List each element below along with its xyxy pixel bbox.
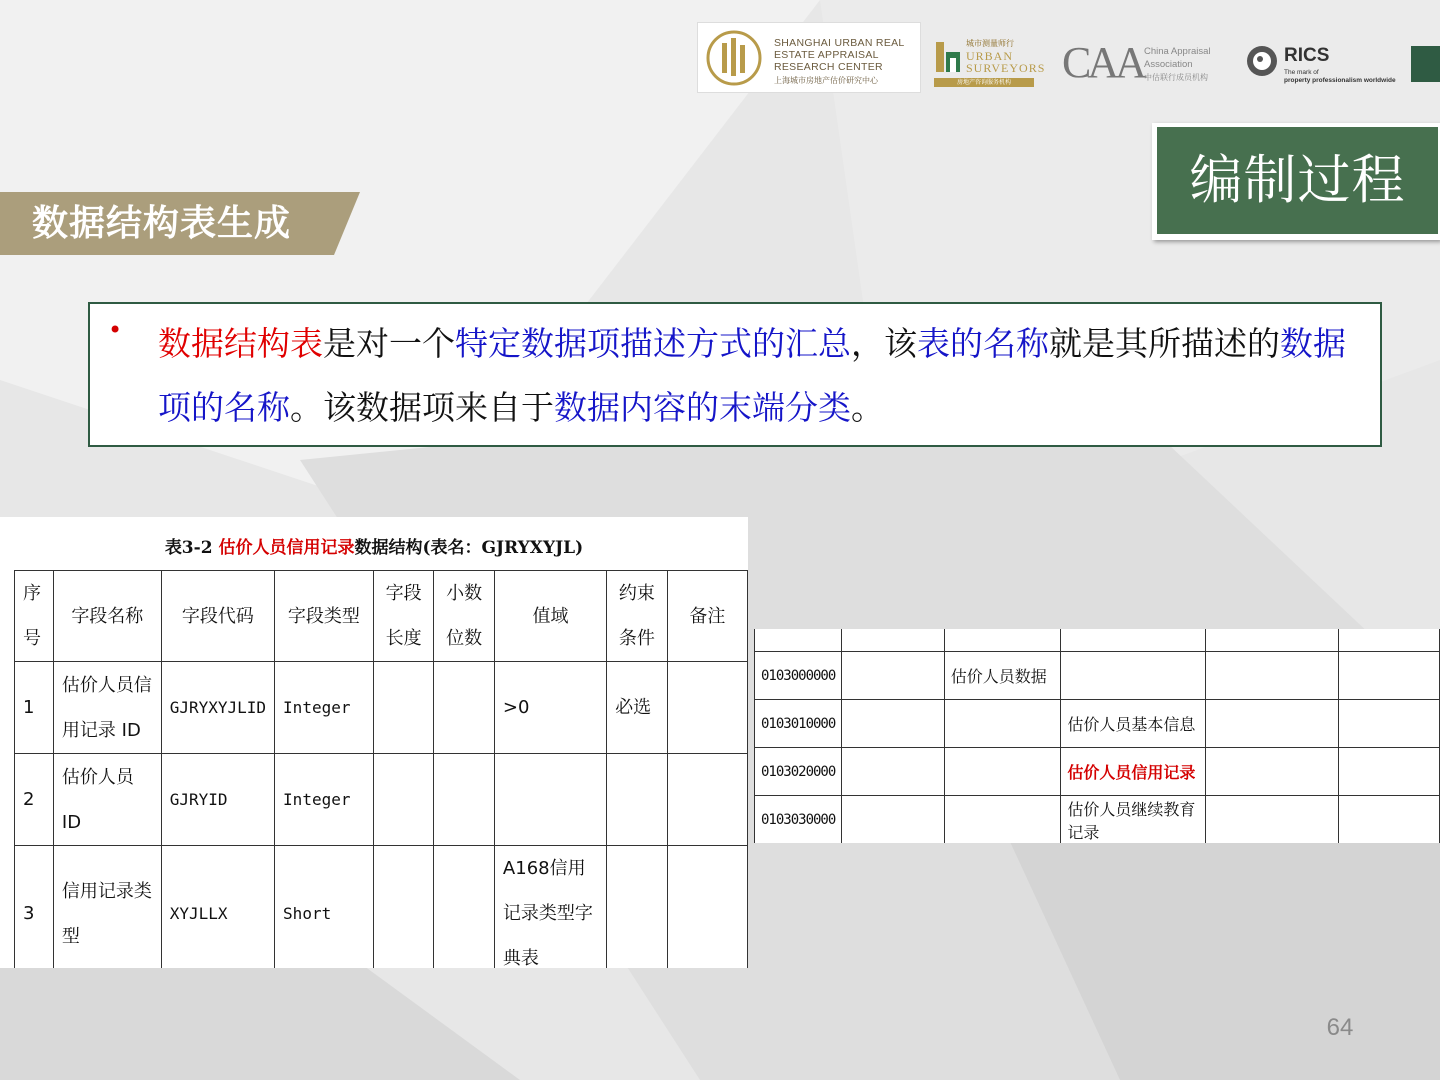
rics-logo	[1244, 41, 1404, 87]
cell	[1206, 700, 1339, 748]
caa-line2: Association	[1144, 59, 1193, 70]
caa-mark: CAA	[1062, 38, 1143, 87]
cell	[842, 652, 944, 700]
cell	[607, 754, 668, 846]
rics-lion-icon	[1244, 41, 1280, 81]
surc-cn: 上海城市房地产估价研究中心	[774, 76, 878, 85]
cell	[842, 796, 944, 844]
text-segment: 。	[851, 388, 884, 427]
urban-en2: SURVEYORS	[966, 61, 1046, 75]
caa-line1: China Appraisal	[1144, 46, 1211, 57]
cell: XYJLLX	[161, 846, 274, 969]
caption-highlight: 估价人员信用记录	[218, 538, 355, 558]
table-row	[15, 754, 748, 846]
cell: 0103020000	[755, 748, 842, 796]
cell: 3	[15, 846, 54, 969]
definition-text	[158, 312, 1358, 440]
text-segment: 。该数据项来自于	[290, 388, 554, 427]
cell	[1339, 652, 1440, 700]
urban-sub: 房地产咨询服务机构	[934, 78, 1034, 87]
text-segment: 是对一个	[323, 324, 455, 363]
rics-line1: The mark of	[1284, 69, 1319, 76]
cell	[434, 662, 495, 754]
cell	[842, 629, 944, 652]
cell	[373, 662, 434, 754]
cell	[1339, 796, 1440, 844]
slide-title: 编制过程	[1157, 127, 1438, 234]
cell	[842, 700, 944, 748]
header-cell: 约束条件	[607, 571, 668, 662]
cell: 1	[15, 662, 54, 754]
cell	[434, 846, 495, 969]
table-row	[755, 629, 1440, 652]
data-structure-table-image	[0, 517, 748, 968]
blue-highlight: 数据内容的末端分类	[554, 388, 851, 427]
cell	[434, 754, 495, 846]
cell: Integer	[275, 662, 374, 754]
cell	[1339, 629, 1440, 652]
table-caption	[0, 533, 748, 558]
cell	[1339, 748, 1440, 796]
bullet-icon: •	[108, 316, 123, 344]
surc-emblem-icon	[704, 29, 764, 87]
cell: >0	[494, 662, 606, 754]
cell	[1206, 796, 1339, 844]
table-header-row	[15, 571, 748, 662]
cell	[607, 846, 668, 969]
term-highlight: 数据结构表	[158, 324, 323, 363]
cell	[944, 796, 1061, 844]
cell	[1339, 700, 1440, 748]
cell	[667, 846, 747, 969]
cell: 必选	[607, 662, 668, 754]
table-row	[755, 652, 1440, 700]
cell: 0103000000	[755, 652, 842, 700]
cell: 估价人员基本信息	[1061, 700, 1206, 748]
header-cell: 字段类型	[275, 571, 374, 662]
cell: GJRYID	[161, 754, 274, 846]
caption-prefix: 表3-2	[164, 538, 219, 558]
data-classification-table	[754, 629, 1440, 843]
cell: 信用记录类型	[53, 846, 161, 969]
cell: GJRYXYJLID	[161, 662, 274, 754]
cell	[373, 846, 434, 969]
header-cell: 备注	[667, 571, 747, 662]
page-number: 64	[1326, 1014, 1354, 1041]
urban-en1: URBAN	[966, 49, 1014, 63]
surc-logo	[697, 22, 921, 93]
urban-surveyors-logo	[934, 38, 1046, 90]
data-structure-table	[14, 570, 748, 968]
cell: Integer	[275, 754, 374, 846]
accent-square	[1411, 46, 1440, 82]
cell	[944, 629, 1061, 652]
rics-line2: property professionalism worldwide	[1284, 77, 1396, 84]
rics-mark: RICS	[1284, 45, 1330, 66]
caa-logo	[1062, 40, 1232, 86]
cell: 估价人员继续教育记录	[1061, 796, 1206, 844]
section-label-text: 数据结构表生成	[32, 203, 292, 244]
table-row	[755, 796, 1440, 844]
header-cell: 小数位数	[434, 571, 495, 662]
header-cell: 字段代码	[161, 571, 274, 662]
cell: 0103030000	[755, 796, 842, 844]
text-segment: 就是其所描述的	[1049, 324, 1280, 363]
cell: 估价人员信用记录 ID	[53, 662, 161, 754]
cell: 0103010000	[755, 700, 842, 748]
cell	[1061, 652, 1206, 700]
header-cell: 字段长度	[373, 571, 434, 662]
table-row	[15, 846, 748, 969]
header-cell: 序号	[15, 571, 54, 662]
header-cell: 字段名称	[53, 571, 161, 662]
cell	[373, 754, 434, 846]
cell: 估价人员ID	[53, 754, 161, 846]
cell	[842, 748, 944, 796]
cell: 2	[15, 754, 54, 846]
cell	[667, 754, 747, 846]
urban-surveyors-mark-icon	[934, 40, 962, 74]
cell	[944, 700, 1061, 748]
table-row	[755, 700, 1440, 748]
cell	[494, 754, 606, 846]
cell: A168信用记录类型字典表	[494, 846, 606, 969]
text-segment: ，该	[851, 324, 917, 363]
cell	[1061, 629, 1206, 652]
cell: 估价人员信用记录	[1061, 748, 1206, 796]
section-label	[0, 192, 360, 255]
table-row	[755, 748, 1440, 796]
cell	[755, 629, 842, 652]
cell: 估价人员数据	[944, 652, 1061, 700]
caa-cn: 中估联行成员机构	[1144, 73, 1208, 82]
cell	[667, 662, 747, 754]
blue-highlight: 数据项的名称	[158, 324, 1346, 427]
caption-suffix: 数据结构(表名：GJRYXYJL)	[354, 538, 584, 558]
surc-line3: RESEARCH CENTER	[774, 61, 883, 73]
cell: Short	[275, 846, 374, 969]
surc-line2: ESTATE APPRAISAL	[774, 49, 879, 61]
urban-cn: 城市测量师行	[966, 39, 1014, 48]
cell	[944, 748, 1061, 796]
header-cell: 值域	[494, 571, 606, 662]
table-row	[15, 662, 748, 754]
cell	[1206, 748, 1339, 796]
blue-highlight: 特定数据项描述方式的汇总	[455, 324, 851, 363]
cell	[1206, 652, 1339, 700]
definition-callout	[88, 302, 1382, 447]
surc-line1: SHANGHAI URBAN REAL	[774, 37, 905, 49]
blue-highlight: 表的名称	[917, 324, 1049, 363]
cell	[1206, 629, 1339, 652]
data-classification-table-image	[754, 629, 1440, 843]
